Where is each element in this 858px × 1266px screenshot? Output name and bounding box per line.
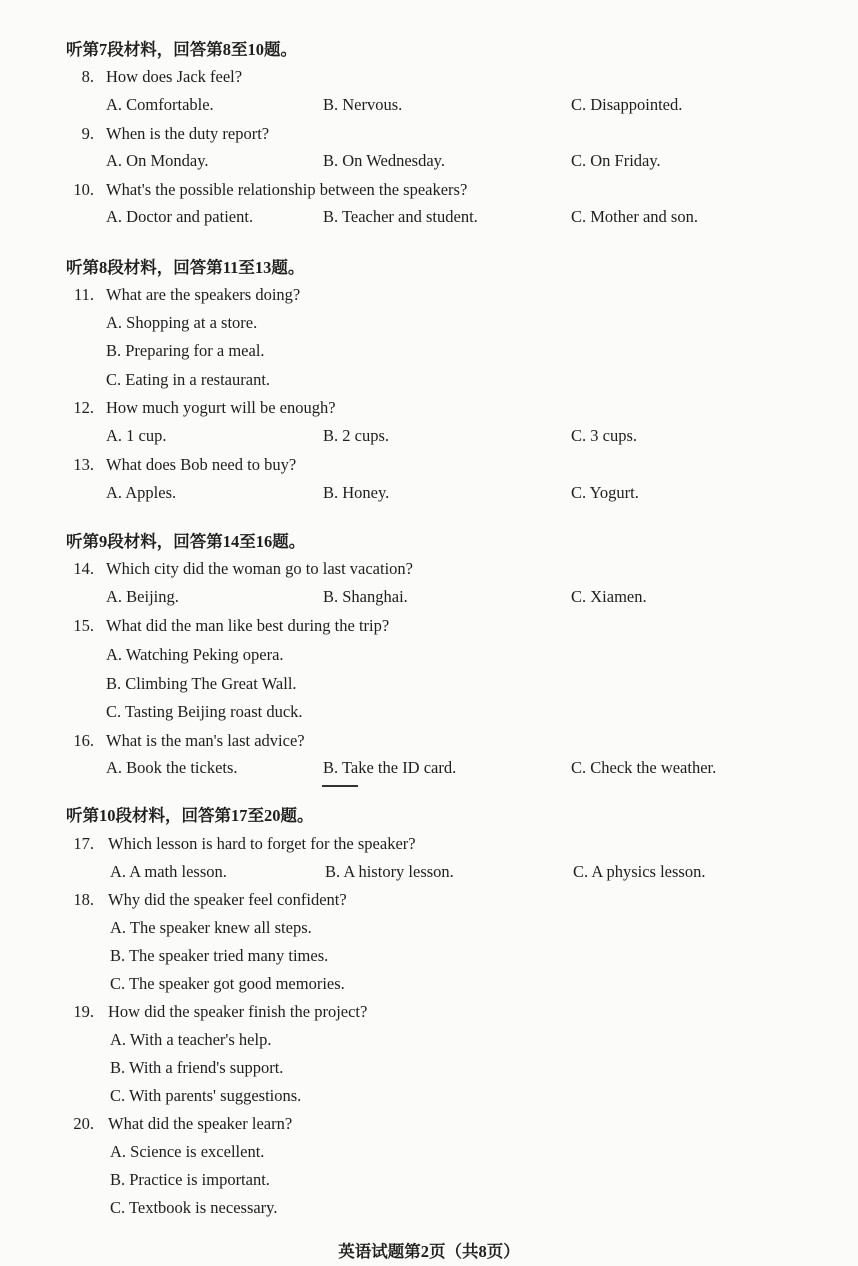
option-c: C. Eating in a restaurant. bbox=[106, 370, 271, 389]
option-a: A. Beijing. bbox=[106, 587, 179, 606]
question-number: 8. bbox=[81, 67, 94, 86]
question-text: What did the man like best during the trip? bbox=[106, 616, 390, 635]
question-number: 15. bbox=[73, 616, 94, 635]
page-footer: 英语试题第2页（共8页） bbox=[338, 1242, 520, 1261]
question-number: 20. bbox=[73, 1114, 94, 1133]
question-text: What are the speakers doing? bbox=[106, 285, 301, 304]
question-number: 14. bbox=[73, 559, 94, 578]
question-text: How did the speaker finish the project? bbox=[108, 1002, 368, 1021]
option-a: A. Doctor and patient. bbox=[106, 207, 254, 226]
question-text: Which lesson is hard to forget for the speaker? bbox=[108, 834, 416, 853]
option-c: C. Tasting Beijing roast duck. bbox=[106, 702, 303, 721]
question-number: 13. bbox=[73, 455, 94, 474]
option-a: A. A math lesson. bbox=[110, 862, 227, 881]
option-c: C. 3 cups. bbox=[571, 426, 637, 445]
question-number: 16. bbox=[73, 731, 94, 750]
question-number: 17. bbox=[73, 834, 94, 853]
option-a: A. With a teacher's help. bbox=[110, 1030, 272, 1049]
option-b: B. With a friend's support. bbox=[110, 1058, 284, 1077]
option-a: A. The speaker knew all steps. bbox=[110, 918, 312, 937]
option-c: C. Check the weather. bbox=[571, 758, 717, 777]
question-text: Which city did the woman go to last vacation? bbox=[106, 559, 413, 578]
option-a: A. Book the tickets. bbox=[106, 758, 238, 777]
option-b: B. Climbing The Great Wall. bbox=[106, 674, 297, 693]
option-b: B. Practice is important. bbox=[110, 1170, 270, 1189]
question-number: 12. bbox=[73, 398, 94, 417]
question-number: 11. bbox=[73, 285, 94, 304]
question-text: When is the duty report? bbox=[106, 124, 270, 143]
option-a: A. Apples. bbox=[106, 483, 177, 502]
question-text: What does Bob need to buy? bbox=[106, 455, 297, 474]
question-number: 9. bbox=[81, 124, 94, 143]
option-b: B. 2 cups. bbox=[323, 426, 389, 445]
option-c: C. Xiamen. bbox=[571, 587, 647, 606]
option-b: B. On Wednesday. bbox=[323, 151, 445, 170]
underline-mark bbox=[322, 785, 358, 787]
option-c: C. Yogurt. bbox=[571, 483, 639, 502]
option-a: A. Science is excellent. bbox=[110, 1142, 265, 1161]
option-b: B. Take the ID card. bbox=[323, 758, 457, 777]
option-b: B. Shanghai. bbox=[323, 587, 408, 606]
question-text: How much yogurt will be enough? bbox=[106, 398, 336, 417]
question-number: 19. bbox=[73, 1002, 94, 1021]
section-heading: 听第9段材料，回答第14至16题。 bbox=[66, 532, 306, 551]
option-b: B. Nervous. bbox=[323, 95, 403, 114]
option-b: B. Honey. bbox=[323, 483, 390, 502]
question-number: 18. bbox=[73, 890, 94, 909]
option-a: A. 1 cup. bbox=[106, 426, 167, 445]
question-text: Why did the speaker feel confident? bbox=[108, 890, 347, 909]
question-text: How does Jack feel? bbox=[106, 67, 243, 86]
question-text: What did the speaker learn? bbox=[108, 1114, 293, 1133]
option-c: C. Mother and son. bbox=[571, 207, 698, 226]
option-b: B. Teacher and student. bbox=[323, 207, 478, 226]
question-number: 10. bbox=[73, 180, 94, 199]
option-c: C. With parents' suggestions. bbox=[110, 1086, 302, 1105]
section-heading: 听第7段材料，回答第8至10题。 bbox=[66, 40, 297, 59]
option-a: A. Watching Peking opera. bbox=[106, 645, 284, 664]
option-a: A. Shopping at a store. bbox=[106, 313, 258, 332]
question-text: What's the possible relationship between the speakers? bbox=[106, 180, 468, 199]
option-c: C. A physics lesson. bbox=[573, 862, 706, 881]
option-c: C. On Friday. bbox=[571, 151, 661, 170]
section-heading: 听第8段材料，回答第11至13题。 bbox=[66, 258, 305, 277]
option-a: A. On Monday. bbox=[106, 151, 209, 170]
option-a: A. Comfortable. bbox=[106, 95, 214, 114]
option-c: C. The speaker got good memories. bbox=[110, 974, 345, 993]
option-c: C. Textbook is necessary. bbox=[110, 1198, 278, 1217]
option-b: B. Preparing for a meal. bbox=[106, 341, 265, 360]
option-b: B. A history lesson. bbox=[325, 862, 454, 881]
question-text: What is the man's last advice? bbox=[106, 731, 305, 750]
option-b: B. The speaker tried many times. bbox=[110, 946, 329, 965]
section-heading: 听第10段材料，回答第17至20题。 bbox=[66, 806, 314, 825]
option-c: C. Disappointed. bbox=[571, 95, 683, 114]
